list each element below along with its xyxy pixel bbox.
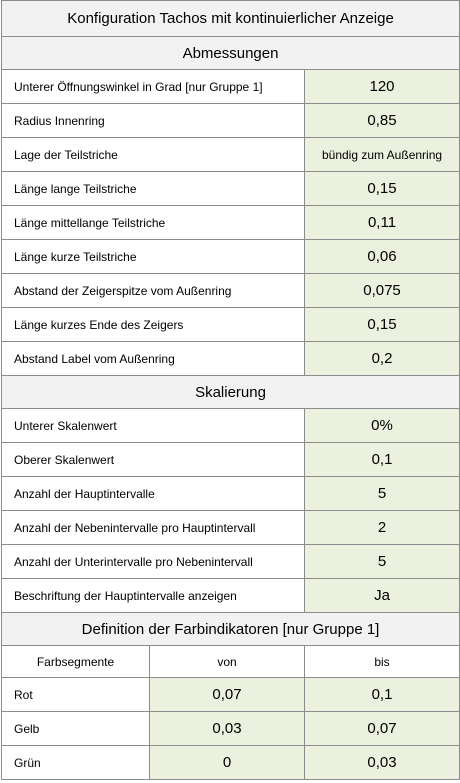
param-label: Anzahl der Nebenintervalle pro Hauptintervall <box>2 511 305 545</box>
color-from-input[interactable]: 0,07 <box>150 678 305 712</box>
color-to-input[interactable]: 0,03 <box>305 746 460 780</box>
param-row <box>2 274 460 308</box>
param-value-input[interactable]: 120 <box>305 70 460 104</box>
param-label: Abstand Label vom Außenring <box>2 342 305 376</box>
param-row <box>2 579 460 613</box>
section-header-colors <box>2 613 460 646</box>
param-value-input[interactable]: 5 <box>305 477 460 511</box>
param-row <box>2 545 460 579</box>
color-segment-name: Grün <box>2 746 150 780</box>
param-label: Länge mittellange Teilstriche <box>2 206 305 240</box>
param-value-input[interactable]: 0,2 <box>305 342 460 376</box>
sheet-title: Konfiguration Tachos mit kontinuierlicher Anzeige <box>2 1 460 37</box>
color-segment-row <box>2 678 460 712</box>
param-value-input[interactable]: 0,075 <box>305 274 460 308</box>
title-row <box>2 1 460 37</box>
param-row <box>2 104 460 138</box>
param-row <box>2 206 460 240</box>
column-header-segment: Farbsegmente <box>2 646 150 678</box>
section-header-dimensions <box>2 37 460 70</box>
param-label: Länge kurzes Ende des Zeigers <box>2 308 305 342</box>
param-label: Radius Innenring <box>2 104 305 138</box>
param-label: Beschriftung der Hauptintervalle anzeigen <box>2 579 305 613</box>
config-table <box>1 0 460 780</box>
param-value-input[interactable]: 0,06 <box>305 240 460 274</box>
param-value-input[interactable]: 0,85 <box>305 104 460 138</box>
param-row <box>2 240 460 274</box>
param-row <box>2 172 460 206</box>
color-to-input[interactable]: 0,07 <box>305 712 460 746</box>
param-row <box>2 138 460 172</box>
param-row <box>2 70 460 104</box>
param-value-input[interactable]: 0,1 <box>305 443 460 477</box>
param-value-select[interactable]: bündig zum Außenring <box>305 138 460 172</box>
color-table-header <box>2 646 460 678</box>
color-from-input[interactable]: 0 <box>150 746 305 780</box>
color-segment-name: Rot <box>2 678 150 712</box>
param-label: Lage der Teilstriche <box>2 138 305 172</box>
section-title-scaling: Skalierung <box>2 376 460 409</box>
param-value-input[interactable]: 0,15 <box>305 172 460 206</box>
param-value-input[interactable]: 2 <box>305 511 460 545</box>
param-value-input[interactable]: 5 <box>305 545 460 579</box>
param-row <box>2 477 460 511</box>
param-row <box>2 443 460 477</box>
section-title-dimensions: Abmessungen <box>2 37 460 70</box>
param-row <box>2 308 460 342</box>
color-segment-row <box>2 746 460 780</box>
param-value-input[interactable]: 0% <box>305 409 460 443</box>
param-label: Abstand der Zeigerspitze vom Außenring <box>2 274 305 308</box>
param-label: Anzahl der Unterintervalle pro Nebenintervall <box>2 545 305 579</box>
color-segment-row <box>2 712 460 746</box>
param-row <box>2 342 460 376</box>
param-label: Unterer Skalenwert <box>2 409 305 443</box>
param-label: Anzahl der Hauptintervalle <box>2 477 305 511</box>
color-to-input[interactable]: 0,1 <box>305 678 460 712</box>
param-label: Unterer Öffnungswinkel in Grad [nur Gruppe 1] <box>2 70 305 104</box>
column-header-from: von <box>150 646 305 678</box>
color-segment-name: Gelb <box>2 712 150 746</box>
section-header-scaling <box>2 376 460 409</box>
param-value-input[interactable]: 0,15 <box>305 308 460 342</box>
param-row <box>2 409 460 443</box>
section-title-colors: Definition der Farbindikatoren [nur Gruppe 1] <box>2 613 460 646</box>
column-header-to: bis <box>305 646 460 678</box>
color-from-input[interactable]: 0,03 <box>150 712 305 746</box>
param-value-input[interactable]: 0,11 <box>305 206 460 240</box>
param-label: Länge lange Teilstriche <box>2 172 305 206</box>
param-label: Oberer Skalenwert <box>2 443 305 477</box>
param-value-select[interactable]: Ja <box>305 579 460 613</box>
param-row <box>2 511 460 545</box>
param-label: Länge kurze Teilstriche <box>2 240 305 274</box>
